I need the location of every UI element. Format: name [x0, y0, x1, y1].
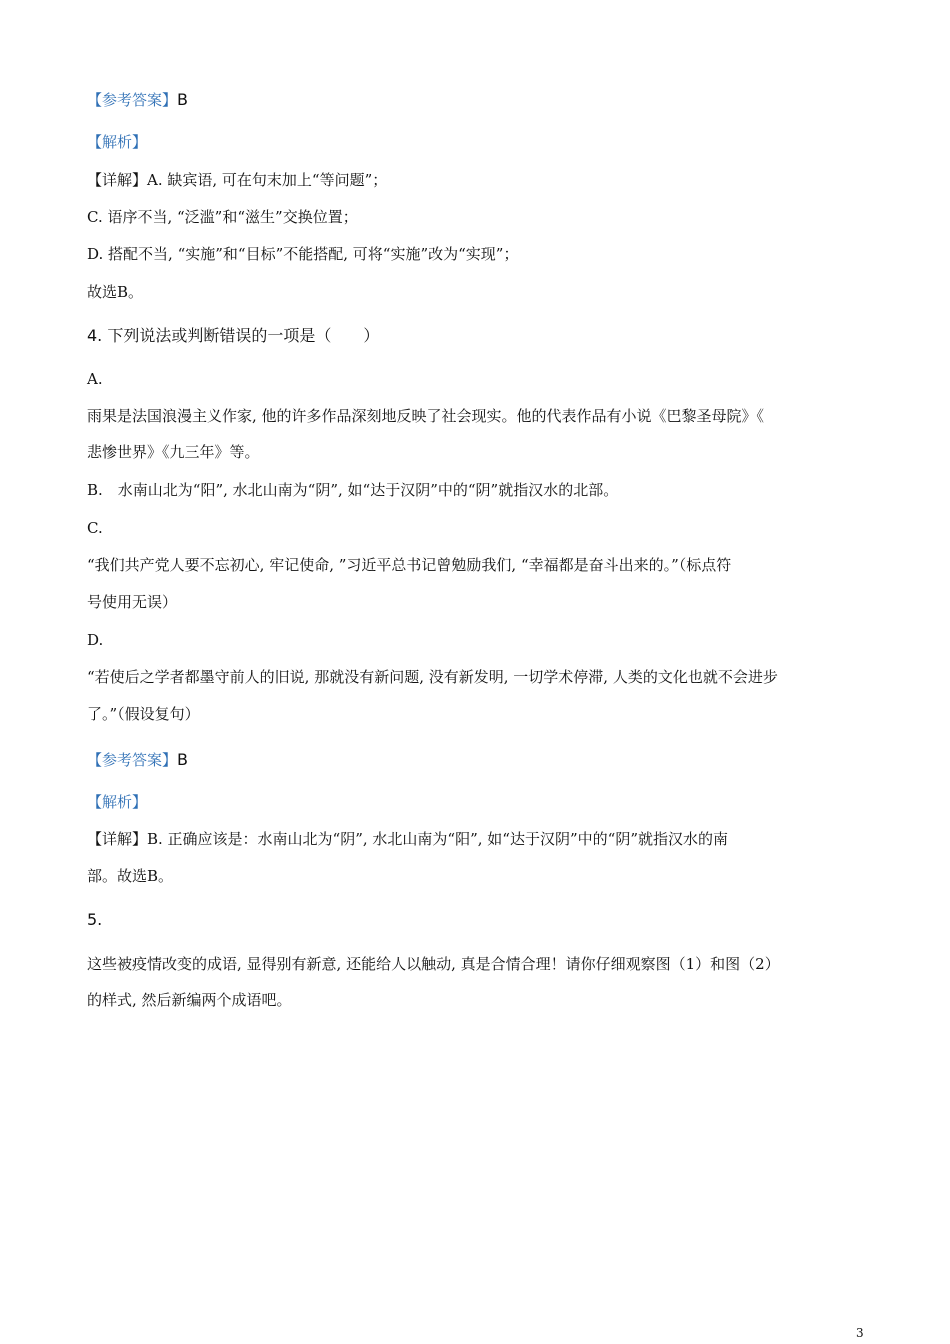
- option-c-text: 号使用无误）: [87, 593, 178, 611]
- question-4-stem: [87, 326, 867, 346]
- analysis-tag: 【解析】: [87, 133, 148, 151]
- question-5-text: 的样式, 然后新编两个成语吧。: [87, 991, 292, 1009]
- answer-value: B: [177, 90, 188, 109]
- option-d-text: “若使后之学者都墨守前人的旧说, 那就没有新问题, 没有新发明, 一切学术停滞, 人类的文化也就不会进步: [87, 668, 778, 686]
- option-a-label: A.: [87, 370, 103, 388]
- option-b-text: B. 水南山北为“阳”, 水北山南为“阴”, 如“达于汉阴”中的“阴”就指汉水的北部。: [87, 481, 619, 499]
- question-number: 5.: [87, 910, 103, 929]
- detail-line: 【详解】A. 缺宾语, 可在句末加上“等问题”；: [87, 171, 388, 189]
- page-number: 3: [856, 1326, 864, 1340]
- answer-line-q4: [87, 750, 867, 770]
- detail-line: D. 搭配不当, “实施”和“目标”不能搭配, 可将“实施”改为“实现”；: [87, 245, 519, 263]
- answer-value: B: [177, 750, 188, 769]
- detail-line: 部。故选B。: [87, 867, 174, 885]
- option-d-text: 了。”（假设复句）: [87, 705, 200, 723]
- option-d-label: D.: [87, 631, 104, 649]
- analysis-heading-q3: [87, 132, 867, 152]
- question-stem: 4. 下列说法或判断错误的一项是（ ）: [87, 326, 380, 345]
- detail-line: 【详解】B. 正确应该是：水南山北为“阴”, 水北山南为“阳”, 如“达于汉阴”中的“阴”就指汉水的南: [87, 830, 728, 848]
- answer-line-q3: [87, 90, 867, 110]
- detail-line: C. 语序不当, “泛滥”和“滋生”交换位置；: [87, 208, 358, 226]
- option-a-text: 悲惨世界》《九三年》等。: [87, 443, 260, 461]
- question-5-number: [87, 910, 867, 930]
- analysis-heading-q4: [87, 792, 867, 812]
- analysis-tag: 【解析】: [87, 793, 148, 811]
- option-c-text: “我们共产党人要不忘初心, 牢记使命, ”习近平总书记曾勉励我们, “幸福都是奋斗出来的。”（标点符: [87, 556, 732, 574]
- answer-tag: 【参考答案】: [87, 91, 178, 109]
- option-c-label: C.: [87, 519, 103, 537]
- conclusion-line: 故选B。: [87, 283, 144, 301]
- question-5-text: 这些被疫情改变的成语, 显得别有新意, 还能给人以触动, 真是合情合理！请你仔细观察图（1）和图（2）: [87, 955, 780, 973]
- answer-tag: 【参考答案】: [87, 751, 178, 769]
- option-a-text: 雨果是法国浪漫主义作家, 他的许多作品深刻地反映了社会现实。他的代表作品有小说《巴黎圣母院》《: [87, 407, 765, 425]
